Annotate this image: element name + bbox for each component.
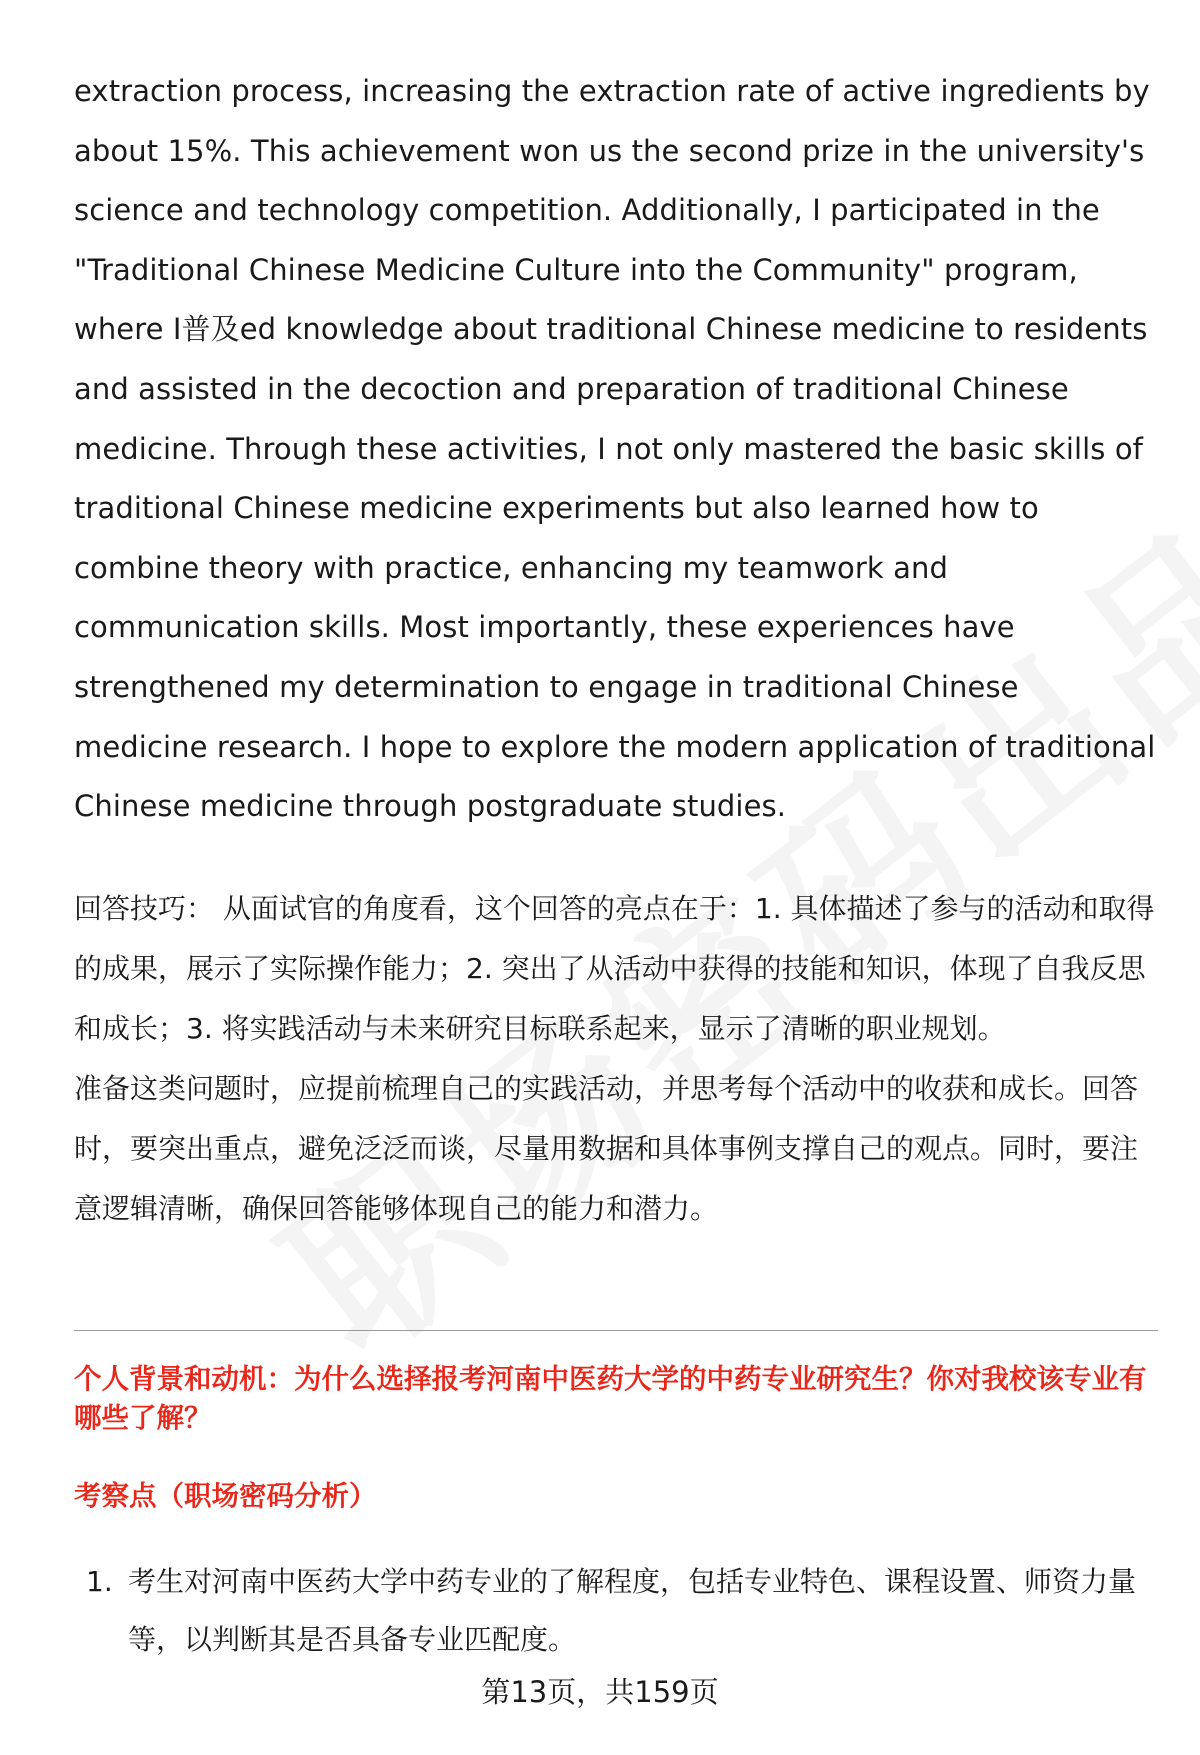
analysis-point xyxy=(74,1553,1164,1669)
page-footer xyxy=(0,1672,1200,1712)
page-number: 第13页，共159页 xyxy=(481,1675,719,1709)
analysis-point-list xyxy=(74,1553,1164,1669)
point-number: 1. xyxy=(86,1565,113,1598)
answer-tips xyxy=(74,879,1159,1239)
question-title: 个人背景和动机：为什么选择报考河南中医药大学的中药专业研究生？你对我校该专业有哪些了解？ xyxy=(74,1363,1147,1434)
section-divider xyxy=(74,1330,1158,1331)
analysis-title: 考察点（职场密码分析） xyxy=(74,1480,377,1512)
tips-paragraph: 准备这类问题时，应提前梳理自己的实践活动，并思考每个活动中的收获和成长。回答时，要突出重点，避免泛泛而谈，尽量用数据和具体事例支撑自己的观点。同时，要注意逻辑清晰，确保回答能够体现自己的能力和潜力。 xyxy=(74,1071,1139,1225)
answer-paragraph: extraction process, increasing the extraction rate of active ingredients by about 15%. This achievement won us the second prize in the university's science and technology competition. Additionally, I participated in the "Traditional Chinese Medicine Culture into the Community" program, where I普及ed knowledge about traditional Chinese medicine to residents and assisted in the decoction and preparation of traditional Chinese medicine. Through these activities, I not only mastered the basic skills of traditional Chinese medicine experiments but also learned how to combine theory with practice, enhancing my teamwork and communication skills. Most importantly, these experiences have strengthened my determination to engage in traditional Chinese medicine research. I hope to explore the modern application of traditional Chinese medicine through postgraduate studies. xyxy=(74,74,1156,824)
point-text: 考生对河南中医药大学中药专业的了解程度，包括专业特色、课程设置、师资力量等，以判断其是否具备专业匹配度。 xyxy=(128,1565,1137,1656)
answer-section xyxy=(74,62,1159,1239)
tips-paragraph: 回答技巧： 从面试官的角度看，这个回答的亮点在于：1. 具体描述了参与的活动和取得的成果，展示了实际操作能力；2. 突出了从活动中获得的技能和知识，体现了自我反思和成长；3. 将实践活动与未来研究目标联系起来，显示了清晰的职业规划。 xyxy=(74,891,1155,1045)
